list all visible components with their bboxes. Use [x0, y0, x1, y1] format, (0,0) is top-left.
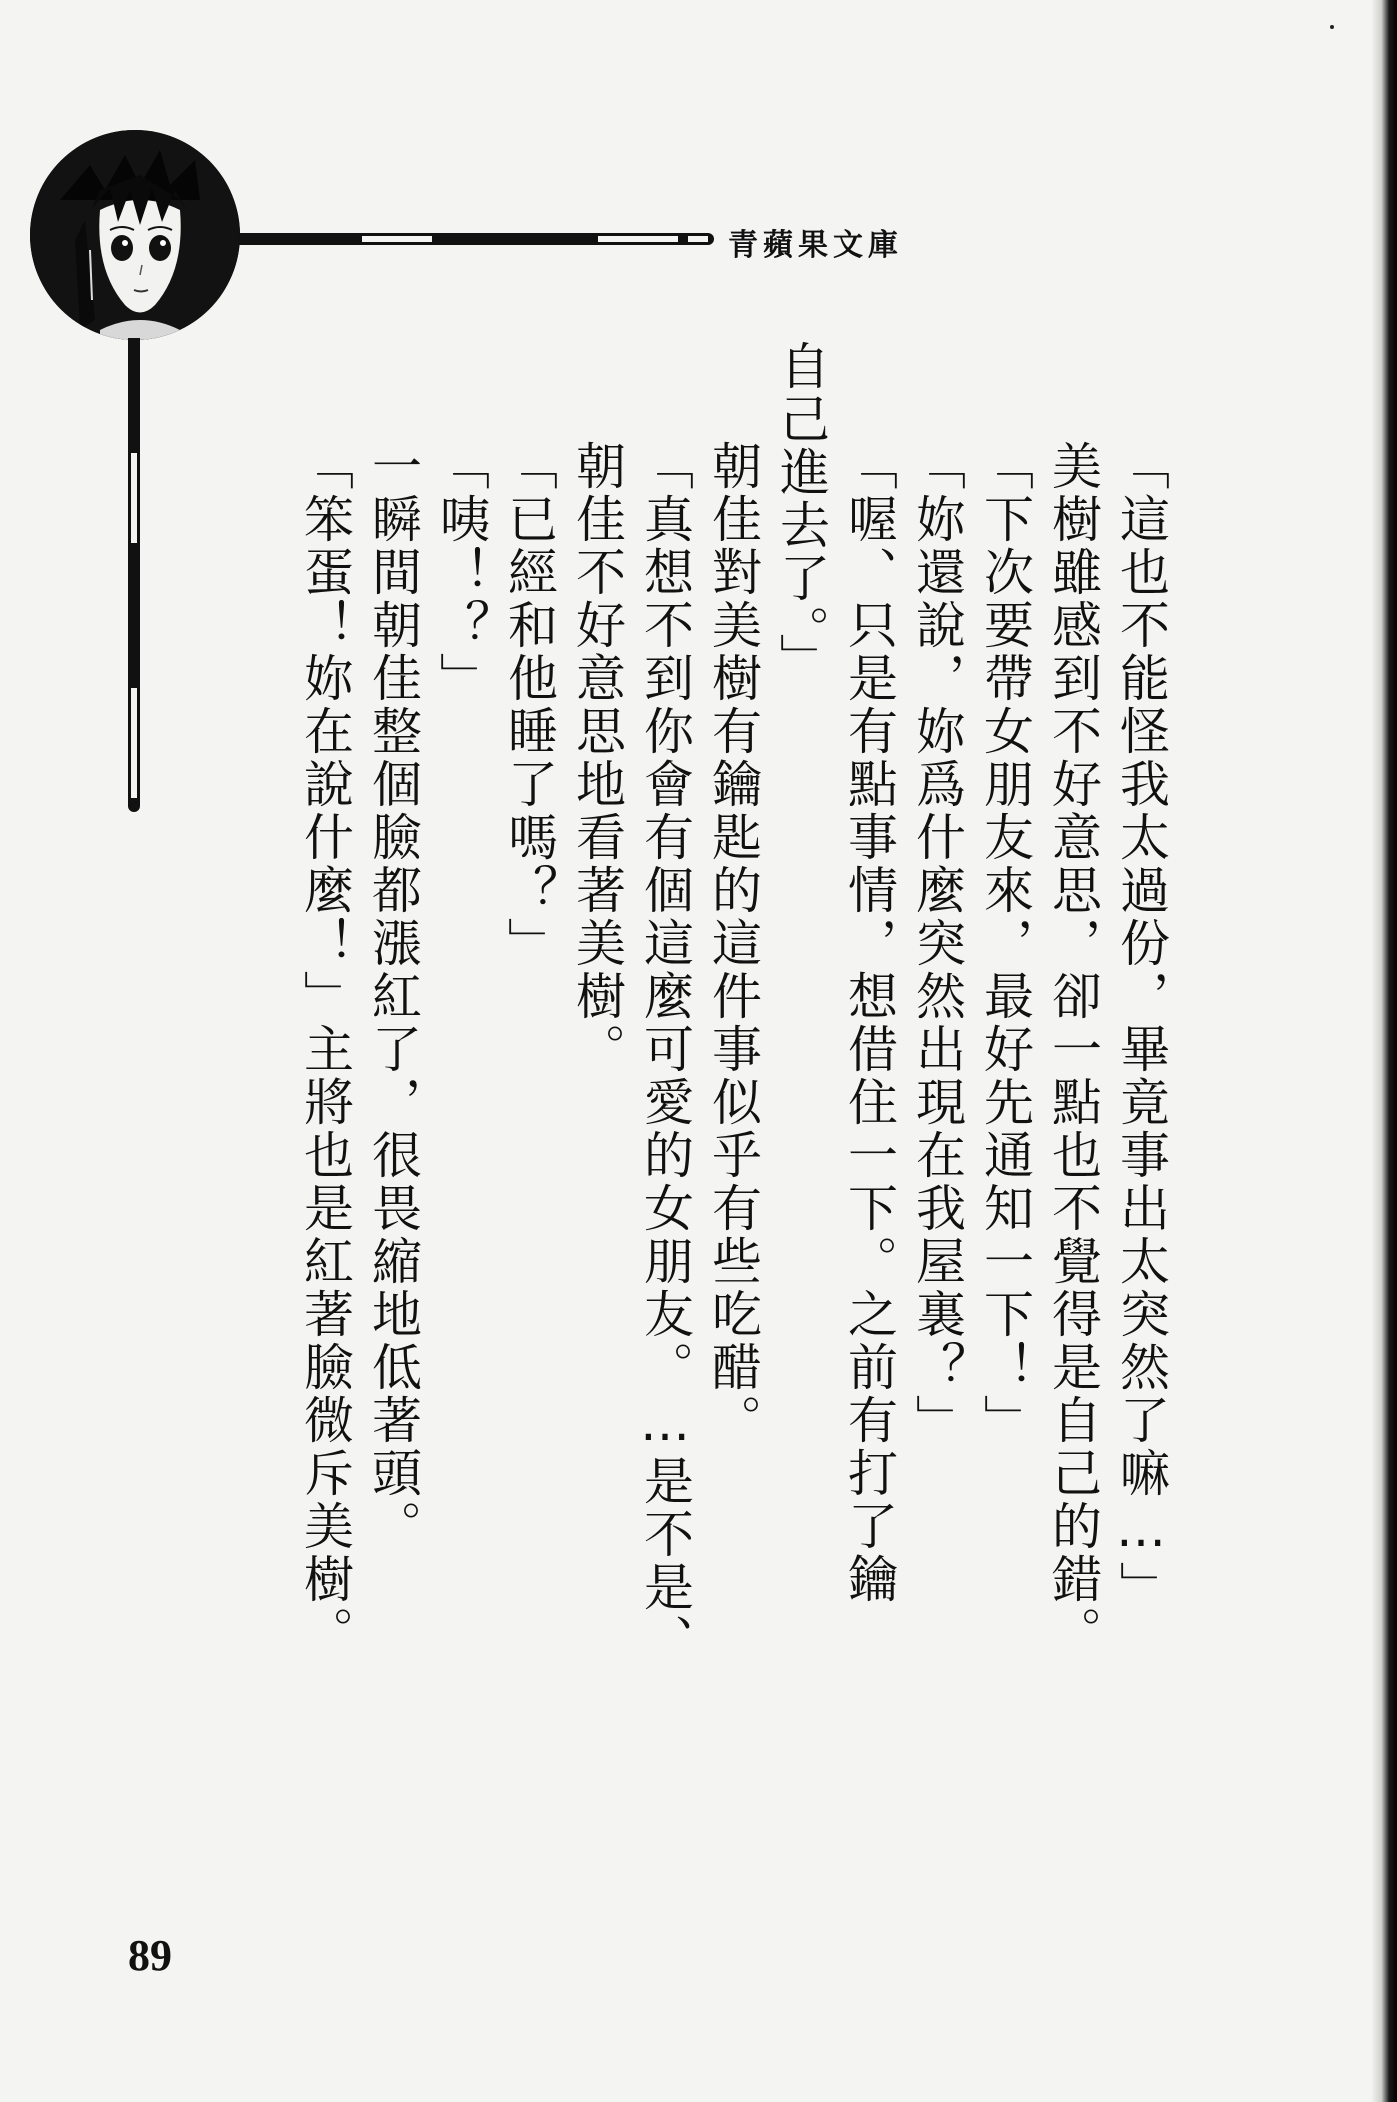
text-line: 「下次要帶女朋友來，最好先通知一下！」: [976, 440, 1034, 1447]
text-line: 朝佳對美樹有鑰匙的這件事似乎有些吃醋。: [704, 440, 762, 1447]
text-line: 「真想不到你會有個這麼可愛的女朋友。…是不是、: [636, 440, 694, 1667]
header-rule-gap: [598, 236, 678, 242]
text-line: 「妳還說，妳爲什麼突然出現在我屋裏？」: [908, 440, 966, 1447]
margin-rule-gap: [131, 453, 137, 543]
text-line: 自己進去了。」: [772, 340, 830, 686]
speck: [1330, 25, 1334, 29]
text-line: 「喔、只是有點事情，想借住一下。之前有打了鑰: [840, 440, 898, 1606]
header-rule-gap: [688, 236, 708, 242]
text-line: 「已經和他睡了嗎？」: [500, 440, 558, 970]
series-title: 青蘋果文庫: [728, 228, 903, 263]
header-rule-gap: [362, 236, 432, 242]
text-line: 朝佳不好意思地看著美樹。: [568, 440, 626, 1076]
text-line: 「咦！？」: [432, 440, 490, 705]
header-rule: [238, 233, 714, 245]
portrait-illustration: [30, 130, 240, 340]
margin-rule: [128, 338, 140, 812]
text-line: 美樹雖感到不好意思，卻一點也不覺得是自己的錯。: [1044, 440, 1102, 1659]
text-line: 「這也不能怪我太過份，畢竟事出太突然了嘛…」: [1112, 440, 1170, 1614]
margin-rule-gap: [131, 688, 137, 798]
page-number: 89: [128, 1931, 172, 1980]
page-edge-shadow: [1371, 0, 1397, 2102]
text-line: 「笨蛋！妳在說什麼！」主將也是紅著臉微斥美樹。: [296, 440, 354, 1659]
body-text: [291, 340, 1175, 1710]
text-line: 一瞬間朝佳整個臉都漲紅了，很畏縮地低著頭。: [364, 440, 422, 1553]
